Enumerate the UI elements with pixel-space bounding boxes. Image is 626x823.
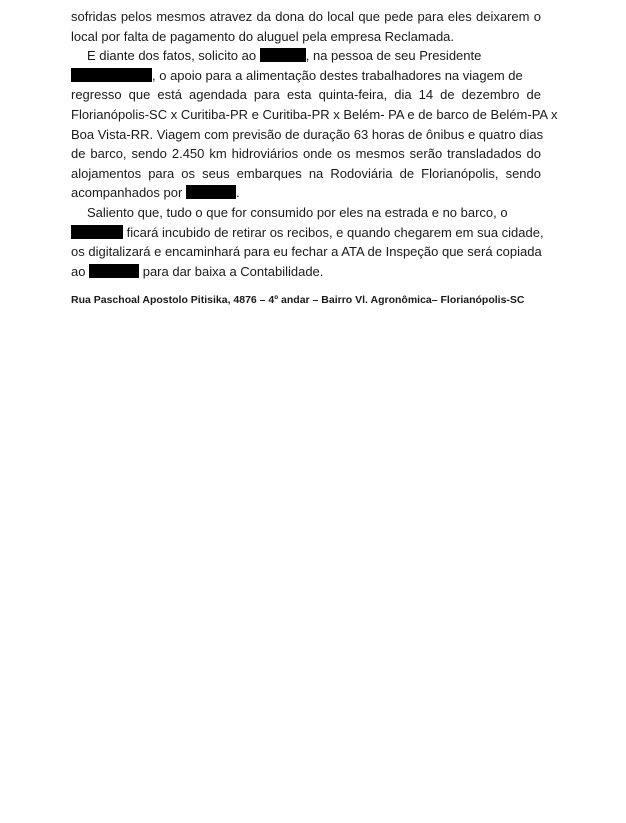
text-segment: . <box>235 185 240 201</box>
text-segment: , na pessoa de seu Presidente <box>305 48 482 64</box>
text-line: Boa Vista-RR. Viagem com previsão de duração 63 horas de ônibus e quatro dias <box>71 126 544 142</box>
text-line: alojamentos para os seus embarques na Rodoviária de Florianópolis, sendo <box>71 165 541 181</box>
text-segment: ao <box>71 263 86 279</box>
redacted-block <box>186 185 236 199</box>
text-line: os digitalizará e encaminhará para eu fechar a ATA de Inspeção que será copiada <box>71 244 542 260</box>
text-line <box>71 66 541 86</box>
text-line <box>71 223 544 243</box>
text-segment: Saliento que, tudo o que for consumido por eles na estrada e no barco, o <box>87 204 508 220</box>
text-line <box>71 262 541 282</box>
redacted-block <box>89 264 139 278</box>
text-line <box>71 183 541 203</box>
text-segment: E diante dos fatos, solicito ao <box>87 48 257 64</box>
redacted-block <box>71 68 152 82</box>
text-segment: para dar baixa a Contabilidade. <box>142 263 324 279</box>
text-line: de barco, sendo 2.450 km hidroviários onde os mesmos serão transladados do <box>71 146 541 162</box>
text-line: Florianópolis-SC x Curitiba-PR e Curitiba-PR x Belém- PA e de barco de Belém-PA x <box>71 106 558 122</box>
redacted-block <box>260 48 306 62</box>
text-line <box>71 46 541 66</box>
document-body <box>71 7 558 281</box>
redacted-block <box>71 225 123 239</box>
text-segment: ficará incubido de retirar os recibos, e quando chegarem em sua cidade, <box>126 224 544 240</box>
text-segment: acompanhados por <box>71 185 183 201</box>
text-line: sofridas pelos mesmos atravez da dona do local que pede para eles deixarem o <box>71 9 541 24</box>
text-line: local por falta de pagamento do aluguel pela empresa Reclamada. <box>71 28 455 44</box>
text-line: regresso que está agendada para esta quinta-feira, dia 14 de dezembro de <box>71 87 541 103</box>
text-line <box>71 203 541 223</box>
text-segment: , o apoio para a alimentação destes trabalhadores na viagem de <box>152 67 523 83</box>
footer-address: Rua Paschoal Apostolo Pitisika, 4876 – 4º andar – Bairro Vl. Agronômica– Florianópolis-SC <box>71 294 525 306</box>
